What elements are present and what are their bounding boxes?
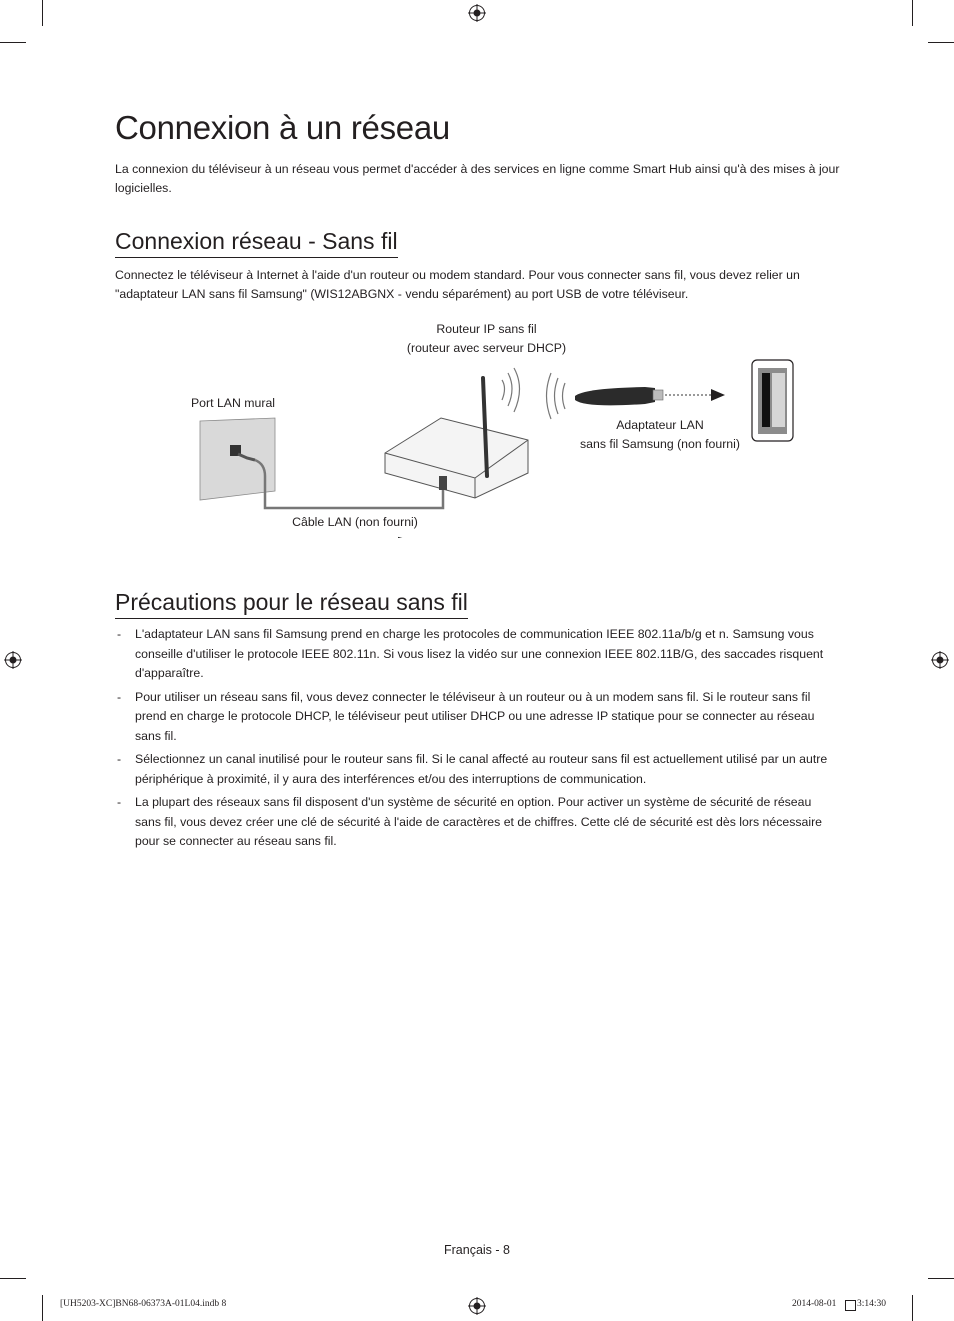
wifi-signal-icon (563, 383, 566, 409)
section-heading-precautions: Précautions pour le réseau sans fil (115, 587, 468, 619)
adapter-label: Adaptateur LAN sans fil Samsung (non fourni) (580, 418, 740, 451)
page-title: Connexion à un réseau (115, 109, 450, 146)
router-ports-icon (398, 537, 446, 538)
arrow-right-icon (711, 389, 725, 401)
router-label: Routeur IP sans fil (routeur avec serveur DHCP) (406, 322, 567, 355)
registration-mark-icon (468, 1297, 486, 1315)
print-slug-date: 2014-08-01 (792, 1299, 837, 1309)
crop-mark (42, 1295, 43, 1321)
wireless-lan-adapter-icon (575, 387, 655, 405)
glyph-box-icon (845, 1300, 856, 1311)
crop-mark (912, 0, 913, 26)
crop-mark (912, 1295, 913, 1321)
cable-label: Câble LAN (non fourni) (292, 515, 418, 529)
registration-mark-icon (931, 651, 949, 669)
list-item: - Pour utiliser un réseau sans fil, vous devez connecter le téléviseur à un routeur ou à un modem sans fil. Si le routeur sans fil prend en charge le protocole DHCP, le téléviseur peut utiliser DHCP ou une adresse IP statique pour se connecter au réseau sans fil. (117, 689, 815, 743)
network-diagram (115, 318, 845, 538)
page-number: Français - 8 (444, 1243, 510, 1257)
precautions-list (115, 625, 840, 856)
wireless-paragraph: Connectez le téléviseur à Internet à l'aide d'un routeur ou modem standard. Pour vous connecter sans fil, vous devez relier un "adaptateur LAN sans fil Samsung" (WIS12ABGNX - vendu séparément) au port USB de votre téléviseur. (115, 268, 800, 301)
list-item: - La plupart des réseaux sans fil disposent d'un système de sécurité en option. Pour activer un système de sécurité de réseau sans fil, vous devez créer une clé de sécurité à l'aide de caractères et de chiffres. Cette clé de sécurité est dès lors nécessaire pour se connecter au réseau sans fil. (117, 795, 822, 848)
wireless-router-icon (385, 418, 528, 498)
intro-paragraph: La connexion du téléviseur à un réseau vous permet d'accéder à des services en ligne comme Smart Hub ainsi qu'à des mises à jour logicielles. (115, 162, 840, 195)
list-item: - L'adaptateur LAN sans fil Samsung prend en charge les protocoles de communication IEEE 802.11a/b/g et n. Samsung vous conseille d'utiliser le protocole IEEE 802.11n. Si vous lisez la vidéo sur une connexion IEEE 802.11B/G, des saccades risquent d'apparaître. (117, 627, 824, 680)
wall-port-label: Port LAN mural (190, 396, 276, 410)
crop-mark (0, 1278, 26, 1279)
registration-mark-icon (468, 4, 486, 22)
crop-mark (928, 42, 954, 43)
print-slug-time: 3:14:30 (857, 1299, 887, 1309)
wifi-signal-icon (502, 380, 505, 400)
crop-mark (928, 1278, 954, 1279)
section-heading-wireless: Connexion réseau - Sans fil (115, 226, 398, 258)
registration-mark-icon (4, 651, 22, 669)
crop-mark (0, 42, 26, 43)
crop-mark (42, 0, 43, 26)
print-slug-file: [UH5203-XC]BN68-06373A-01L04.indb 8 (60, 1299, 227, 1309)
list-item: - Sélectionnez un canal inutilisé pour le routeur sans fil. Si le canal affecté au routeur sans fil est actuellement utilisé par un autre périphérique à proximité, il y aura des interférences et/ou des interruptions de communication. (117, 752, 828, 786)
